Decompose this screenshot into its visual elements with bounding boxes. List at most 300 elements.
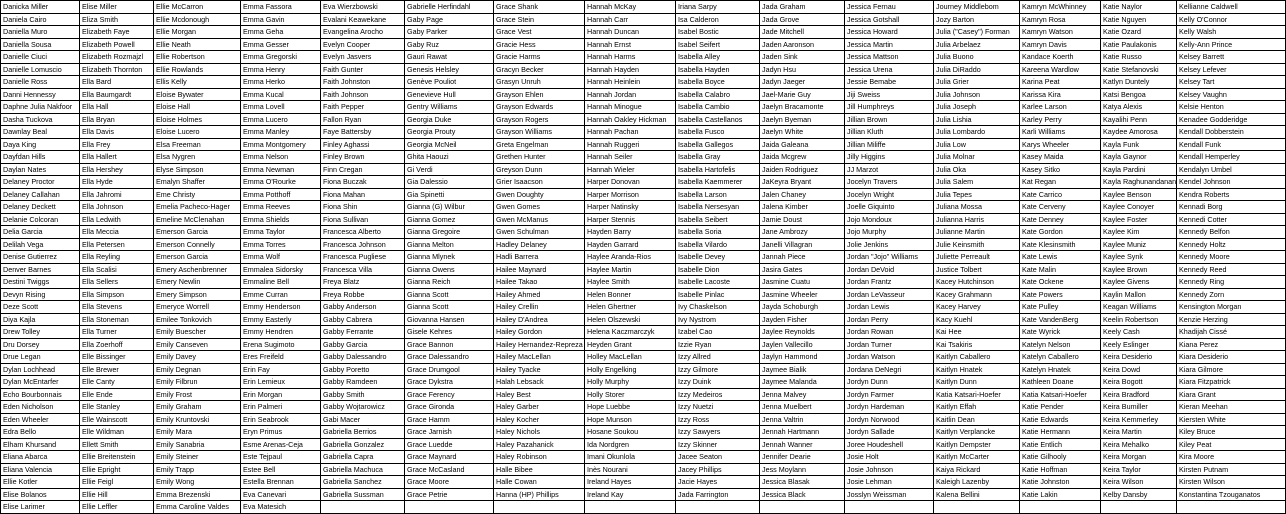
- table-cell: Keira Bradford: [1101, 388, 1177, 401]
- table-cell: Eme Christy: [154, 188, 241, 201]
- table-cell: Faye Battersby: [321, 126, 405, 139]
- table-cell: Ella Ledwith: [80, 213, 154, 226]
- table-cell: Kennedy Zorn: [1177, 288, 1286, 301]
- table-row: [1, 438, 1286, 451]
- table-cell: Grayson Edwards: [494, 101, 585, 114]
- table-cell: Kelsey Lefever: [1177, 63, 1286, 76]
- table-cell: Julia ("Casey") Forman: [934, 26, 1020, 39]
- table-cell: Danielle Lomuscio: [1, 63, 80, 76]
- table-cell: [1020, 501, 1101, 514]
- table-cell: Delaney Proctor: [1, 176, 80, 189]
- table-cell: Emma Brezenski: [154, 488, 241, 501]
- table-cell: Katie Pender: [1020, 401, 1101, 414]
- table-cell: Gia Dalessio: [405, 176, 494, 189]
- table-row: [1, 388, 1286, 401]
- table-cell: Katie Stefanovski: [1101, 63, 1177, 76]
- table-cell: Ellie McCarron: [154, 1, 241, 14]
- table-cell: Ellett Smith: [80, 438, 154, 451]
- table-cell: Grace Jarnish: [405, 426, 494, 439]
- table-cell: Jasmine Cuatu: [760, 276, 845, 289]
- table-cell: Ella Bryan: [80, 113, 154, 126]
- table-cell: Elsa Nygren: [154, 151, 241, 164]
- table-cell: Hannah Duncan: [585, 26, 676, 39]
- table-cell: Jordyn Norwood: [845, 413, 934, 426]
- table-cell: Estella Brennan: [241, 476, 321, 489]
- table-cell: Justice Tolbert: [934, 263, 1020, 276]
- table-cell: Gauri Rawat: [405, 51, 494, 64]
- table-cell: [845, 501, 934, 514]
- table-cell: Genesis Helsley: [405, 63, 494, 76]
- table-cell: [585, 501, 676, 514]
- table-cell: Kelsie Henton: [1177, 101, 1286, 114]
- table-cell: Jenna Muelbert: [760, 401, 845, 414]
- table-row: [1, 338, 1286, 351]
- table-cell: Jojo Murphy: [845, 226, 934, 239]
- table-cell: Evelyn Jasvers: [321, 51, 405, 64]
- table-cell: Emma Geha: [241, 26, 321, 39]
- table-cell: Journey Middlebom: [934, 1, 1020, 14]
- table-cell: Izzy Medeiros: [676, 388, 760, 401]
- table-cell: Elizabeth Powell: [80, 38, 154, 51]
- table-cell: Kayla Gaynor: [1101, 151, 1177, 164]
- table-cell: Holly Murphy: [585, 376, 676, 389]
- table-cell: Katie Paulakonis: [1101, 38, 1177, 51]
- table-cell: Faith Johnston: [321, 76, 405, 89]
- table-row: [1, 451, 1286, 464]
- table-cell: Gianna Mlynek: [405, 251, 494, 264]
- table-cell: Isabella Fusco: [676, 126, 760, 139]
- table-cell: Ellie Epright: [80, 463, 154, 476]
- table-cell: Gabby Smith: [321, 388, 405, 401]
- table-cell: Juliette Perreault: [934, 251, 1020, 264]
- table-row: [1, 1, 1286, 14]
- table-cell: Julia Lombardo: [934, 126, 1020, 139]
- table-cell: Hailey MacLellan: [494, 351, 585, 364]
- table-cell: Jillian Miliffe: [845, 138, 934, 151]
- table-cell: Kirsten Putnam: [1177, 463, 1286, 476]
- table-cell: Emma Lovell: [241, 101, 321, 114]
- table-cell: Ivy Nystrom: [676, 313, 760, 326]
- table-cell: Emma Wolf: [241, 251, 321, 264]
- table-cell: Jadyn Jaeger: [760, 76, 845, 89]
- table-row: [1, 326, 1286, 339]
- table-cell: Halle Bibee: [494, 463, 585, 476]
- table-cell: Emily Kruntovski: [154, 413, 241, 426]
- table-cell: Karlee Larson: [1020, 101, 1101, 114]
- table-cell: Katie Johnston: [1020, 476, 1101, 489]
- table-cell: Jacey Phillips: [676, 463, 760, 476]
- table-row: [1, 101, 1286, 114]
- table-cell: Ellie Neath: [154, 38, 241, 51]
- table-cell: Elizabeth Rozmajzl: [80, 51, 154, 64]
- table-cell: Gaby Parker: [405, 26, 494, 39]
- table-cell: Grace Ferency: [405, 388, 494, 401]
- table-cell: Delia Garcia: [1, 226, 80, 239]
- table-cell: Gisele Kehres: [405, 326, 494, 339]
- table-cell: Daphne Julia Nakfoor: [1, 101, 80, 114]
- table-cell: Izzy Duink: [676, 376, 760, 389]
- table-cell: Ellie Feigl: [80, 476, 154, 489]
- table-cell: Elham Khursand: [1, 438, 80, 451]
- table-cell: Emily Frost: [154, 388, 241, 401]
- table-cell: Eden Wheeler: [1, 413, 80, 426]
- table-row: [1, 138, 1286, 151]
- table-cell: Ella Stevens: [80, 301, 154, 314]
- table-cell: Jessica Urena: [845, 63, 934, 76]
- table-cell: Kate Wyrick: [1020, 326, 1101, 339]
- table-cell: Kaitlyn Hnatek: [934, 363, 1020, 376]
- table-cell: Kamryn Davis: [1020, 38, 1101, 51]
- table-cell: Gabriella Sussman: [321, 488, 405, 501]
- table-row: [1, 76, 1286, 89]
- table-cell: Ella Reyling: [80, 251, 154, 264]
- table-cell: Emma Gregorski: [241, 51, 321, 64]
- table-cell: Isabella Larson: [676, 188, 760, 201]
- table-cell: Halah Lebsack: [494, 376, 585, 389]
- table-cell: Haley Garber: [494, 401, 585, 414]
- table-cell: Janelli Villagran: [760, 238, 845, 251]
- table-cell: Jaelyn White: [760, 126, 845, 139]
- table-cell: Jordan Lewis: [845, 301, 934, 314]
- table-cell: Emmaline Bell: [241, 276, 321, 289]
- table-cell: [676, 501, 760, 514]
- table-cell: Kamryn Rosa: [1020, 13, 1101, 26]
- table-cell: Diya Kajla: [1, 313, 80, 326]
- table-cell: Emma Gesser: [241, 38, 321, 51]
- table-cell: Evalani Keawekane: [321, 13, 405, 26]
- table-cell: Julia Low: [934, 138, 1020, 151]
- table-cell: Hayden Barry: [585, 226, 676, 239]
- table-cell: Dru Dorsey: [1, 338, 80, 351]
- table-cell: Hailee Maynard: [494, 263, 585, 276]
- table-cell: Kaylee Benson: [1101, 188, 1177, 201]
- table-cell: Eva Wierzbowski: [321, 1, 405, 14]
- table-cell: Kendra Roberts: [1177, 188, 1286, 201]
- table-cell: Helen Bonner: [585, 288, 676, 301]
- table-cell: Hannah Seiler: [585, 151, 676, 164]
- table-cell: Emma O'Rourke: [241, 176, 321, 189]
- table-cell: Kelly Walsh: [1177, 26, 1286, 39]
- table-cell: Jolie Jenkins: [845, 238, 934, 251]
- table-cell: Kaylee Givens: [1101, 276, 1177, 289]
- table-cell: Katie Hermann: [1020, 426, 1101, 439]
- table-cell: Isabella Kaemmerer: [676, 176, 760, 189]
- table-cell: Jadyn Hsu: [760, 63, 845, 76]
- table-cell: Jordan Frantz: [845, 276, 934, 289]
- table-cell: Emilee Tonkovich: [154, 313, 241, 326]
- table-cell: Emily Buescher: [154, 326, 241, 339]
- table-cell: Isabel Seifert: [676, 38, 760, 51]
- table-cell: Kiana Perez: [1177, 338, 1286, 351]
- table-cell: Gianna Owens: [405, 263, 494, 276]
- table-cell: Kendalyn Umbel: [1177, 163, 1286, 176]
- table-cell: Grace Bannon: [405, 338, 494, 351]
- table-cell: Gwen Gomes: [494, 201, 585, 214]
- table-cell: Greta Engelman: [494, 138, 585, 151]
- table-cell: Kirsten Wilson: [1177, 476, 1286, 489]
- table-cell: Fiona Shin: [321, 201, 405, 214]
- table-cell: Ellie Breitenstein: [80, 451, 154, 464]
- table-row: [1, 201, 1286, 214]
- table-cell: Fiona Sullivan: [321, 213, 405, 226]
- table-row: [1, 263, 1286, 276]
- table-cell: Jaden Sink: [760, 51, 845, 64]
- table-cell: Grayson Ehlen: [494, 88, 585, 101]
- table-cell: Julia DiRaddo: [934, 63, 1020, 76]
- table-cell: Eliana Valencia: [1, 463, 80, 476]
- table-cell: Kamryn McWhinney: [1020, 1, 1101, 14]
- table-cell: Georgia Duke: [405, 113, 494, 126]
- table-cell: Jannah Piece: [760, 251, 845, 264]
- table-cell: Emily Sanabria: [154, 438, 241, 451]
- table-cell: Gianna Gomez: [405, 213, 494, 226]
- table-cell: Jenna Valtrin: [760, 413, 845, 426]
- table-cell: Kennedy Holtz: [1177, 238, 1286, 251]
- table-cell: Isabella Seibert: [676, 213, 760, 226]
- table-cell: Gwen Schulman: [494, 226, 585, 239]
- table-cell: Jordyn Farmer: [845, 388, 934, 401]
- table-cell: Hailey Hernandez-Repreza: [494, 338, 585, 351]
- table-cell: Haley Kocher: [494, 413, 585, 426]
- table-cell: Kensington Morgan: [1177, 301, 1286, 314]
- table-cell: Gabby Anderson: [321, 301, 405, 314]
- table-cell: Izzy Skinner: [676, 438, 760, 451]
- table-cell: Gi Verdi: [405, 163, 494, 176]
- table-cell: Helen Olszewski: [585, 313, 676, 326]
- table-row: [1, 401, 1286, 414]
- table-cell: Gabriella Gonzalez: [321, 438, 405, 451]
- table-cell: Ella Hyde: [80, 176, 154, 189]
- table-cell: Jocelyn Wright: [845, 188, 934, 201]
- table-cell: Harper Stennis: [585, 213, 676, 226]
- table-cell: Gaby Ruz: [405, 38, 494, 51]
- table-cell: Kandace Koerth: [1020, 51, 1101, 64]
- table-row: [1, 501, 1286, 514]
- table-cell: Gabrielle Herfindahl: [405, 1, 494, 14]
- table-cell: Kaydee Amorosa: [1101, 126, 1177, 139]
- table-cell: Kiley Bruce: [1177, 426, 1286, 439]
- table-cell: Kareena Wardlow: [1020, 63, 1101, 76]
- table-cell: Hannah Ruggeri: [585, 138, 676, 151]
- table-cell: Gia Spinetti: [405, 188, 494, 201]
- table-cell: Grace Dykstra: [405, 376, 494, 389]
- table-cell: Grace Drumgool: [405, 363, 494, 376]
- table-cell: Kate VandenBerg: [1020, 313, 1101, 326]
- table-cell: Khadijah Cissé: [1177, 326, 1286, 339]
- table-cell: Kennedy Ring: [1177, 276, 1286, 289]
- table-cell: Kamryn Watson: [1020, 26, 1101, 39]
- table-cell: Gracie Harms: [494, 51, 585, 64]
- table-cell: Ella Johnson: [80, 201, 154, 214]
- table-cell: Eryn Primus: [241, 426, 321, 439]
- table-cell: Emma Montgomery: [241, 138, 321, 151]
- table-cell: Hailee Takao: [494, 276, 585, 289]
- table-cell: Kacey Hutchinson: [934, 276, 1020, 289]
- table-cell: Ella Petersen: [80, 238, 154, 251]
- table-cell: Gianna Gregoire: [405, 226, 494, 239]
- table-cell: Jaida Galeana: [760, 138, 845, 151]
- table-cell: Emmy Easterly: [241, 313, 321, 326]
- table-row: [1, 13, 1286, 26]
- table-cell: Kiara Fitzpatrick: [1177, 376, 1286, 389]
- table-cell: Isabella Hayden: [676, 63, 760, 76]
- table-cell: Keira Kemmerley: [1101, 413, 1177, 426]
- table-cell: Jordan DeVoid: [845, 263, 934, 276]
- table-cell: Delilah Vega: [1, 238, 80, 251]
- table-row: [1, 476, 1286, 489]
- table-cell: Kaitlyn McCarter: [934, 451, 1020, 464]
- table-cell: Karley Perry: [1020, 113, 1101, 126]
- table-cell: Gabby Wojtarowicz: [321, 401, 405, 414]
- table-cell: Katie Entlich: [1020, 438, 1101, 451]
- table-row: [1, 226, 1286, 239]
- table-cell: Izzie Ryan: [676, 338, 760, 351]
- table-cell: Imani Okunlola: [585, 451, 676, 464]
- table-cell: Kendall Hemperley: [1177, 151, 1286, 164]
- table-cell: Isabella Nersesyan: [676, 201, 760, 214]
- table-cell: Jael-Marie Guy: [760, 88, 845, 101]
- table-cell: Georgia Prouty: [405, 126, 494, 139]
- table-cell: Haley Nichols: [494, 426, 585, 439]
- table-cell: Echo Bourbonnais: [1, 388, 80, 401]
- table-cell: Julianne Martin: [934, 226, 1020, 239]
- table-cell: Julia Salem: [934, 176, 1020, 189]
- table-cell: Haley Pazahanick: [494, 438, 585, 451]
- table-cell: Kaleigh Lazenby: [934, 476, 1020, 489]
- table-cell: [760, 501, 845, 514]
- table-cell: Kate Lewis: [1020, 251, 1101, 264]
- table-cell: Dylan Lochhead: [1, 363, 80, 376]
- table-cell: Emeryce Worrell: [154, 301, 241, 314]
- table-cell: Jessica Howard: [845, 26, 934, 39]
- table-cell: Emma Herko: [241, 76, 321, 89]
- table-cell: Elsa Freeman: [154, 138, 241, 151]
- table-cell: Grace Stein: [494, 13, 585, 26]
- table-cell: [321, 501, 405, 514]
- table-cell: Jordan Turner: [845, 338, 934, 351]
- table-cell: Emma Manley: [241, 126, 321, 139]
- table-cell: Kendel Johnson: [1177, 176, 1286, 189]
- table-cell: [934, 501, 1020, 514]
- table-cell: Jaymee Bialik: [760, 363, 845, 376]
- table-cell: Kiersten White: [1177, 413, 1286, 426]
- table-cell: Grace McCasland: [405, 463, 494, 476]
- table-cell: Jessica Martin: [845, 38, 934, 51]
- table-cell: Katie Russo: [1101, 51, 1177, 64]
- table-cell: Grace Shank: [494, 1, 585, 14]
- table-cell: Julia Joseph: [934, 101, 1020, 114]
- table-cell: Jilly Higgins: [845, 151, 934, 164]
- table-cell: [1101, 501, 1177, 514]
- table-cell: Kate Powers: [1020, 288, 1101, 301]
- table-cell: Kennedi Cotter: [1177, 213, 1286, 226]
- table-row: [1, 413, 1286, 426]
- table-cell: Keely Eslinger: [1101, 338, 1177, 351]
- table-row: [1, 163, 1286, 176]
- table-cell: Kathleen Doane: [1020, 376, 1101, 389]
- table-cell: Kiara Gilmore: [1177, 363, 1286, 376]
- table-cell: Isabella Hartofelis: [676, 163, 760, 176]
- table-cell: Jordan Perry: [845, 313, 934, 326]
- table-cell: Kai Hee: [934, 326, 1020, 339]
- table-row: [1, 126, 1286, 139]
- table-cell: Dasha Tuckova: [1, 113, 80, 126]
- table-cell: Jaiden Rodriguez: [760, 163, 845, 176]
- table-cell: Hannah Wieler: [585, 163, 676, 176]
- table-cell: Georgia McNeil: [405, 138, 494, 151]
- table-cell: Gianna (G) Wilbur: [405, 201, 494, 214]
- table-cell: Freya Blatz: [321, 276, 405, 289]
- table-cell: Gracie Hess: [494, 38, 585, 51]
- table-cell: Eliana Abarca: [1, 451, 80, 464]
- table-cell: Hailey Ahmed: [494, 288, 585, 301]
- table-cell: Kaylee Brown: [1101, 263, 1177, 276]
- table-cell: Emelia Pacheco-Hager: [154, 201, 241, 214]
- table-cell: Kendall Dobberstein: [1177, 126, 1286, 139]
- table-cell: Erena Sugimoto: [241, 338, 321, 351]
- table-cell: Jalen Chaney: [760, 188, 845, 201]
- table-cell: Fiona Buczak: [321, 176, 405, 189]
- table-cell: Katie Edwards: [1020, 413, 1101, 426]
- table-row: [1, 463, 1286, 476]
- table-cell: JJ Marzot: [845, 163, 934, 176]
- table-cell: Kalena Bellini: [934, 488, 1020, 501]
- table-cell: Kaitlin Dean: [934, 413, 1020, 426]
- table-cell: Izzy Sawyers: [676, 426, 760, 439]
- table-cell: Emily Trapp: [154, 463, 241, 476]
- table-cell: Karli Williams: [1020, 126, 1101, 139]
- table-cell: Izzy Gilmore: [676, 363, 760, 376]
- table-cell: Faith Pepper: [321, 101, 405, 114]
- table-cell: Gabriella Machuca: [321, 463, 405, 476]
- table-cell: Katie Lakin: [1020, 488, 1101, 501]
- table-row: [1, 376, 1286, 389]
- table-cell: Josie Lehman: [845, 476, 934, 489]
- table-cell: Isabella Boyce: [676, 76, 760, 89]
- table-cell: Julianna Harris: [934, 213, 1020, 226]
- table-cell: Francesca Villa: [321, 263, 405, 276]
- table-cell: Kate Gordon: [1020, 226, 1101, 239]
- table-cell: Jaylee Reynolds: [760, 326, 845, 339]
- table-cell: Elizabeth Thornton: [80, 63, 154, 76]
- table-cell: Kate Malin: [1020, 263, 1101, 276]
- table-cell: Jacee Seaton: [676, 451, 760, 464]
- table-cell: Hannah Oakley Hickman: [585, 113, 676, 126]
- table-cell: Hope Luebbe: [585, 401, 676, 414]
- table-cell: Isabel Bostic: [676, 26, 760, 39]
- table-cell: Hannah Carr: [585, 13, 676, 26]
- table-cell: Karina Peat: [1020, 76, 1101, 89]
- table-cell: Keira Taylor: [1101, 463, 1177, 476]
- table-cell: Halle Cowan: [494, 476, 585, 489]
- table-cell: Josslyn Weissman: [845, 488, 934, 501]
- table-cell: Jenna Malvey: [760, 388, 845, 401]
- table-cell: Jillian Kluth: [845, 126, 934, 139]
- table-cell: Emma Newman: [241, 163, 321, 176]
- table-cell: Fiona Mahan: [321, 188, 405, 201]
- table-cell: Ella Simpson: [80, 288, 154, 301]
- table-cell: Kiara Grant: [1177, 388, 1286, 401]
- table-cell: Francesca Alberto: [321, 226, 405, 239]
- table-cell: Eliza Smith: [80, 13, 154, 26]
- table-cell: Francesca Johnson: [321, 238, 405, 251]
- table-cell: Emery Newlin: [154, 276, 241, 289]
- table-cell: Kaitlyn Verplancke: [934, 426, 1020, 439]
- table-cell: Kellianne Caldwell: [1177, 1, 1286, 14]
- table-row: [1, 63, 1286, 76]
- table-cell: Katia Katsari-Hoefer: [1020, 388, 1101, 401]
- table-cell: Grace Gironda: [405, 401, 494, 414]
